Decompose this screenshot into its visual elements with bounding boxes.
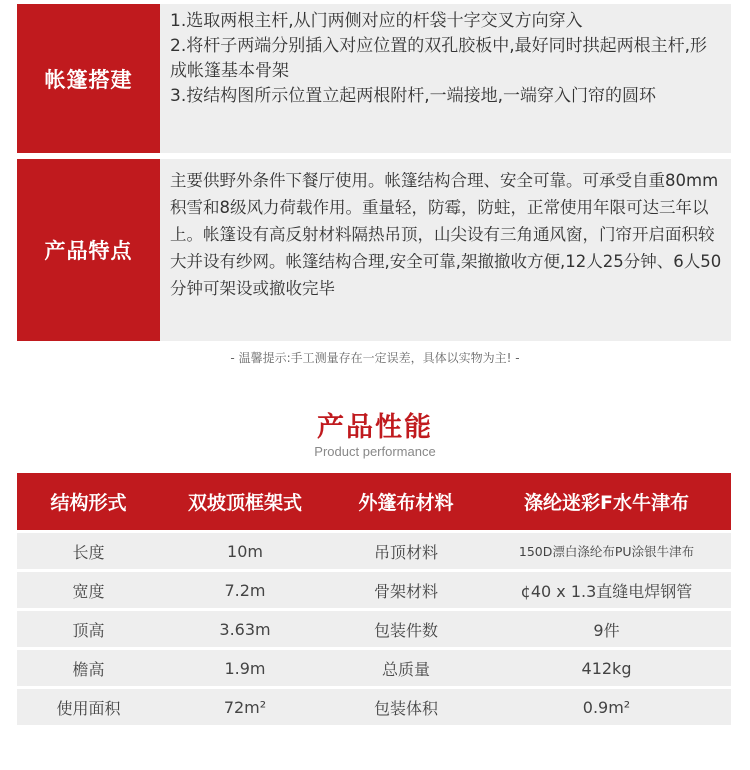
performance-title: 产品性能 (317, 412, 433, 443)
spec-header-cell: 涤纶迷彩F水牛津布 (482, 473, 731, 530)
spec-label: 吊顶材料 (330, 533, 482, 569)
table-row (17, 572, 731, 608)
spec-value: 0.9m² (482, 689, 731, 725)
spec-value: 412kg (482, 650, 731, 686)
spec-value: 7.2m (160, 572, 330, 608)
features-block (17, 159, 731, 341)
setup-block (17, 4, 731, 153)
spec-value: 9件 (482, 611, 731, 647)
measurement-tip: - 温馨提示:手工测量存在一定误差，具体以实物为主! - (230, 351, 520, 365)
spec-value: ¢40 x 1.3直缝电焊钢管 (482, 572, 731, 608)
spec-label: 檐高 (17, 650, 160, 686)
spec-label: 包装体积 (330, 689, 482, 725)
spec-label: 宽度 (17, 572, 160, 608)
spec-label: 使用面积 (17, 689, 160, 725)
setup-steps (160, 4, 731, 153)
performance-subtitle: Product performance (314, 444, 436, 459)
spec-table (17, 470, 731, 728)
spec-header-cell: 结构形式 (17, 473, 160, 530)
spec-header-cell: 双坡顶框架式 (160, 473, 330, 530)
table-row (17, 689, 731, 725)
spec-value: 150D漂白涤纶布PU涂银牛津布 (482, 533, 731, 569)
spec-header-cell: 外篷布材料 (330, 473, 482, 530)
table-row (17, 533, 731, 569)
features-text: 主要供野外条件下餐厅使用。帐篷结构合理、安全可靠。可承受自重80mm积雪和8级风力荷载作用。重量轻，防霉，防蛀，正常使用年限可达三年以上。帐篷设有高反射材料隔热吊顶，山尖设有三角通风窗，门帘开启面积较大并设有纱网。帐篷结构合理,安全可靠,架撤撤收方便,12人25分钟、6人50分钟可架设或撤收完毕 (160, 159, 731, 341)
features-title: 产品特点 (17, 159, 160, 341)
spec-value: 1.9m (160, 650, 330, 686)
setup-step-1: 1.选取两根主杆,从门两侧对应的杆袋十字交叉方向穿入 (170, 11, 583, 31)
spec-label: 长度 (17, 533, 160, 569)
table-row (17, 611, 731, 647)
spec-label: 顶高 (17, 611, 160, 647)
spec-value: 3.63m (160, 611, 330, 647)
spec-header-row (17, 473, 731, 530)
setup-step-3: 3.按结构图所示位置立起两根附杆,一端接地,一端穿入门帘的圆环 (170, 86, 657, 106)
spec-label: 包装件数 (330, 611, 482, 647)
spec-label: 骨架材料 (330, 572, 482, 608)
setup-title: 帐篷搭建 (17, 4, 160, 153)
spec-label: 总质量 (330, 650, 482, 686)
spec-value: 10m (160, 533, 330, 569)
setup-step-2: 2.将杆子两端分别插入对应位置的双孔胶板中,最好同时拱起两根主杆,形成帐篷基本骨架 (170, 36, 708, 81)
table-row (17, 650, 731, 686)
spec-value: 72m² (160, 689, 330, 725)
